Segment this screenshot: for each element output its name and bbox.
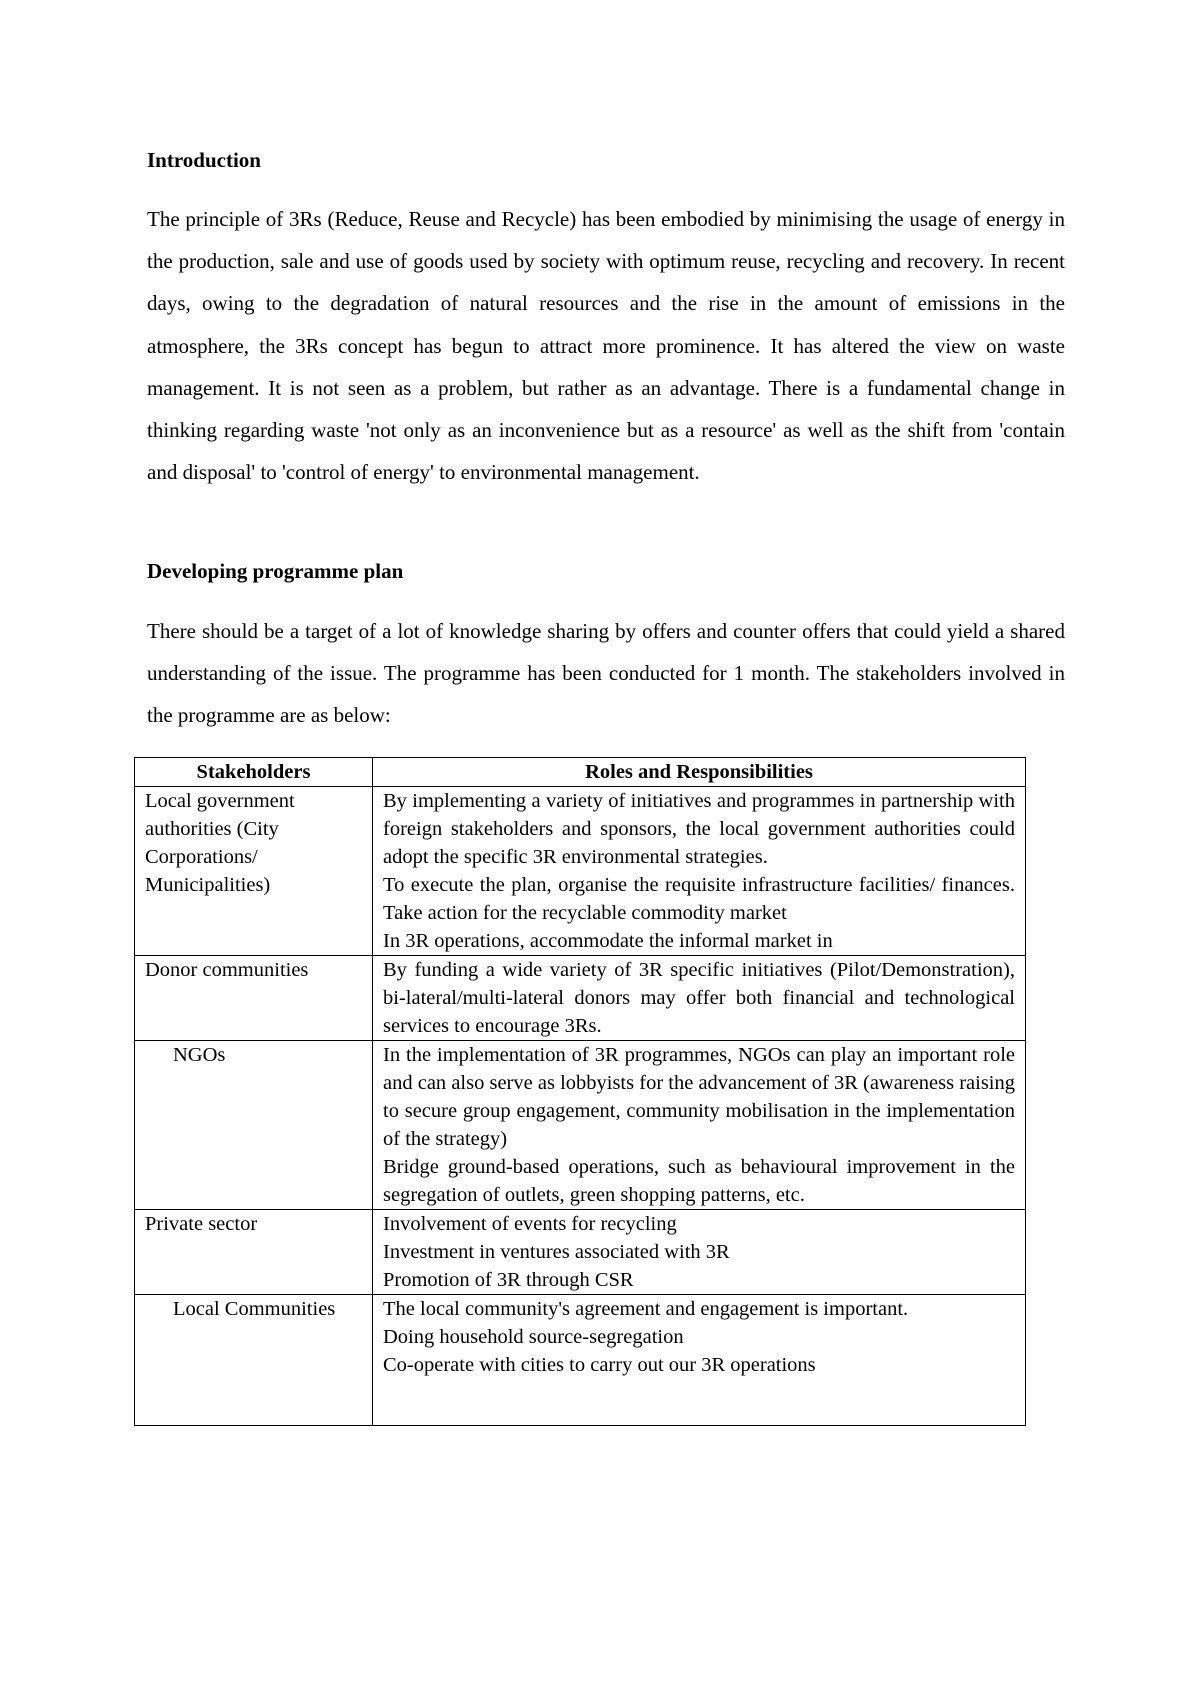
role-line: Involvement of events for recycling <box>383 1213 677 1235</box>
table-row <box>135 1210 1026 1295</box>
table-row <box>135 787 1026 956</box>
programme-plan-paragraph: There should be a target of a lot of knowledge sharing by offers and counter offers that could yield a shared understanding of the issue. The programme has been conducted for 1 month. The stakeholders involved in the programme are as below: <box>147 619 1065 728</box>
roles-cell <box>373 1041 1026 1210</box>
table-row <box>135 1295 1026 1426</box>
role-line: By implementing a variety of initiatives and programmes in partnership with foreign stakeholders and sponsors, the local government authorities could adopt the specific 3R environmental strategies. <box>383 790 1015 868</box>
programme-plan-heading: Developing programme plan <box>147 559 404 583</box>
table-row <box>135 1041 1026 1210</box>
introduction-heading: Introduction <box>147 148 261 172</box>
stakeholder-label: NGOs <box>173 1044 226 1066</box>
stakeholder-cell: Private sector <box>135 1210 373 1295</box>
role-line: Promotion of 3R through CSR <box>383 1269 634 1291</box>
role-line: Bridge ground-based operations, such as behavioural improvement in the segregation of outlets, green shopping patterns, etc. <box>383 1156 1015 1206</box>
stakeholders-column-header: Stakeholders <box>135 758 373 787</box>
role-line: In the implementation of 3R programmes, NGOs can play an important role and can also serve as lobbyists for the advancement of 3R (awareness raising to secure group engagement, community mobilisation in the implementation of the strategy) <box>383 1044 1015 1150</box>
role-line: In 3R operations, accommodate the informal market in <box>383 930 833 952</box>
stakeholders-table <box>134 757 1026 1426</box>
stakeholder-label: Local Communities <box>173 1298 336 1320</box>
roles-cell <box>373 956 1026 1041</box>
roles-cell <box>373 787 1026 956</box>
role-line: Investment in ventures associated with 3R <box>383 1241 730 1263</box>
role-line: Doing household source-segregation <box>383 1326 684 1348</box>
stakeholder-cell: Donor communities <box>135 956 373 1041</box>
table-row <box>135 956 1026 1041</box>
roles-cell <box>373 1210 1026 1295</box>
stakeholder-cell <box>135 1041 373 1210</box>
roles-column-header: Roles and Responsibilities <box>373 758 1026 787</box>
stakeholder-cell <box>135 1295 373 1426</box>
role-line: The local community's agreement and engagement is important. <box>383 1298 909 1320</box>
role-line: To execute the plan, organise the requisite infrastructure facilities/ finances. Take action for the recyclable commodity market <box>383 874 1015 924</box>
stakeholder-cell: Local government authorities (City Corporations/ Municipalities) <box>135 787 373 956</box>
role-line: Co-operate with cities to carry out our 3R operations <box>383 1354 816 1376</box>
introduction-paragraph: The principle of 3Rs (Reduce, Reuse and Recycle) has been embodied by minimising the usage of energy in the production, sale and use of goods used by society with optimum reuse, recycling and recovery. In recent days, owing to the degradation of natural resources and the rise in the amount of emissions in the atmosphere, the 3Rs concept has begun to attract more prominence. It has altered the view on waste management. It is not seen as a problem, but rather as an advantage. There is a fundamental change in thinking regarding waste 'not only as an inconvenience but as a resource' as well as the shift from 'contain and disposal' to 'control of energy' to environmental management. <box>147 207 1065 485</box>
role-line: By funding a wide variety of 3R specific initiatives (Pilot/Demonstration), bi-lateral/multi-lateral donors may offer both financial and technological services to encourage 3Rs. <box>383 959 1015 1037</box>
table-header-row <box>135 758 1026 787</box>
roles-cell <box>373 1295 1026 1426</box>
